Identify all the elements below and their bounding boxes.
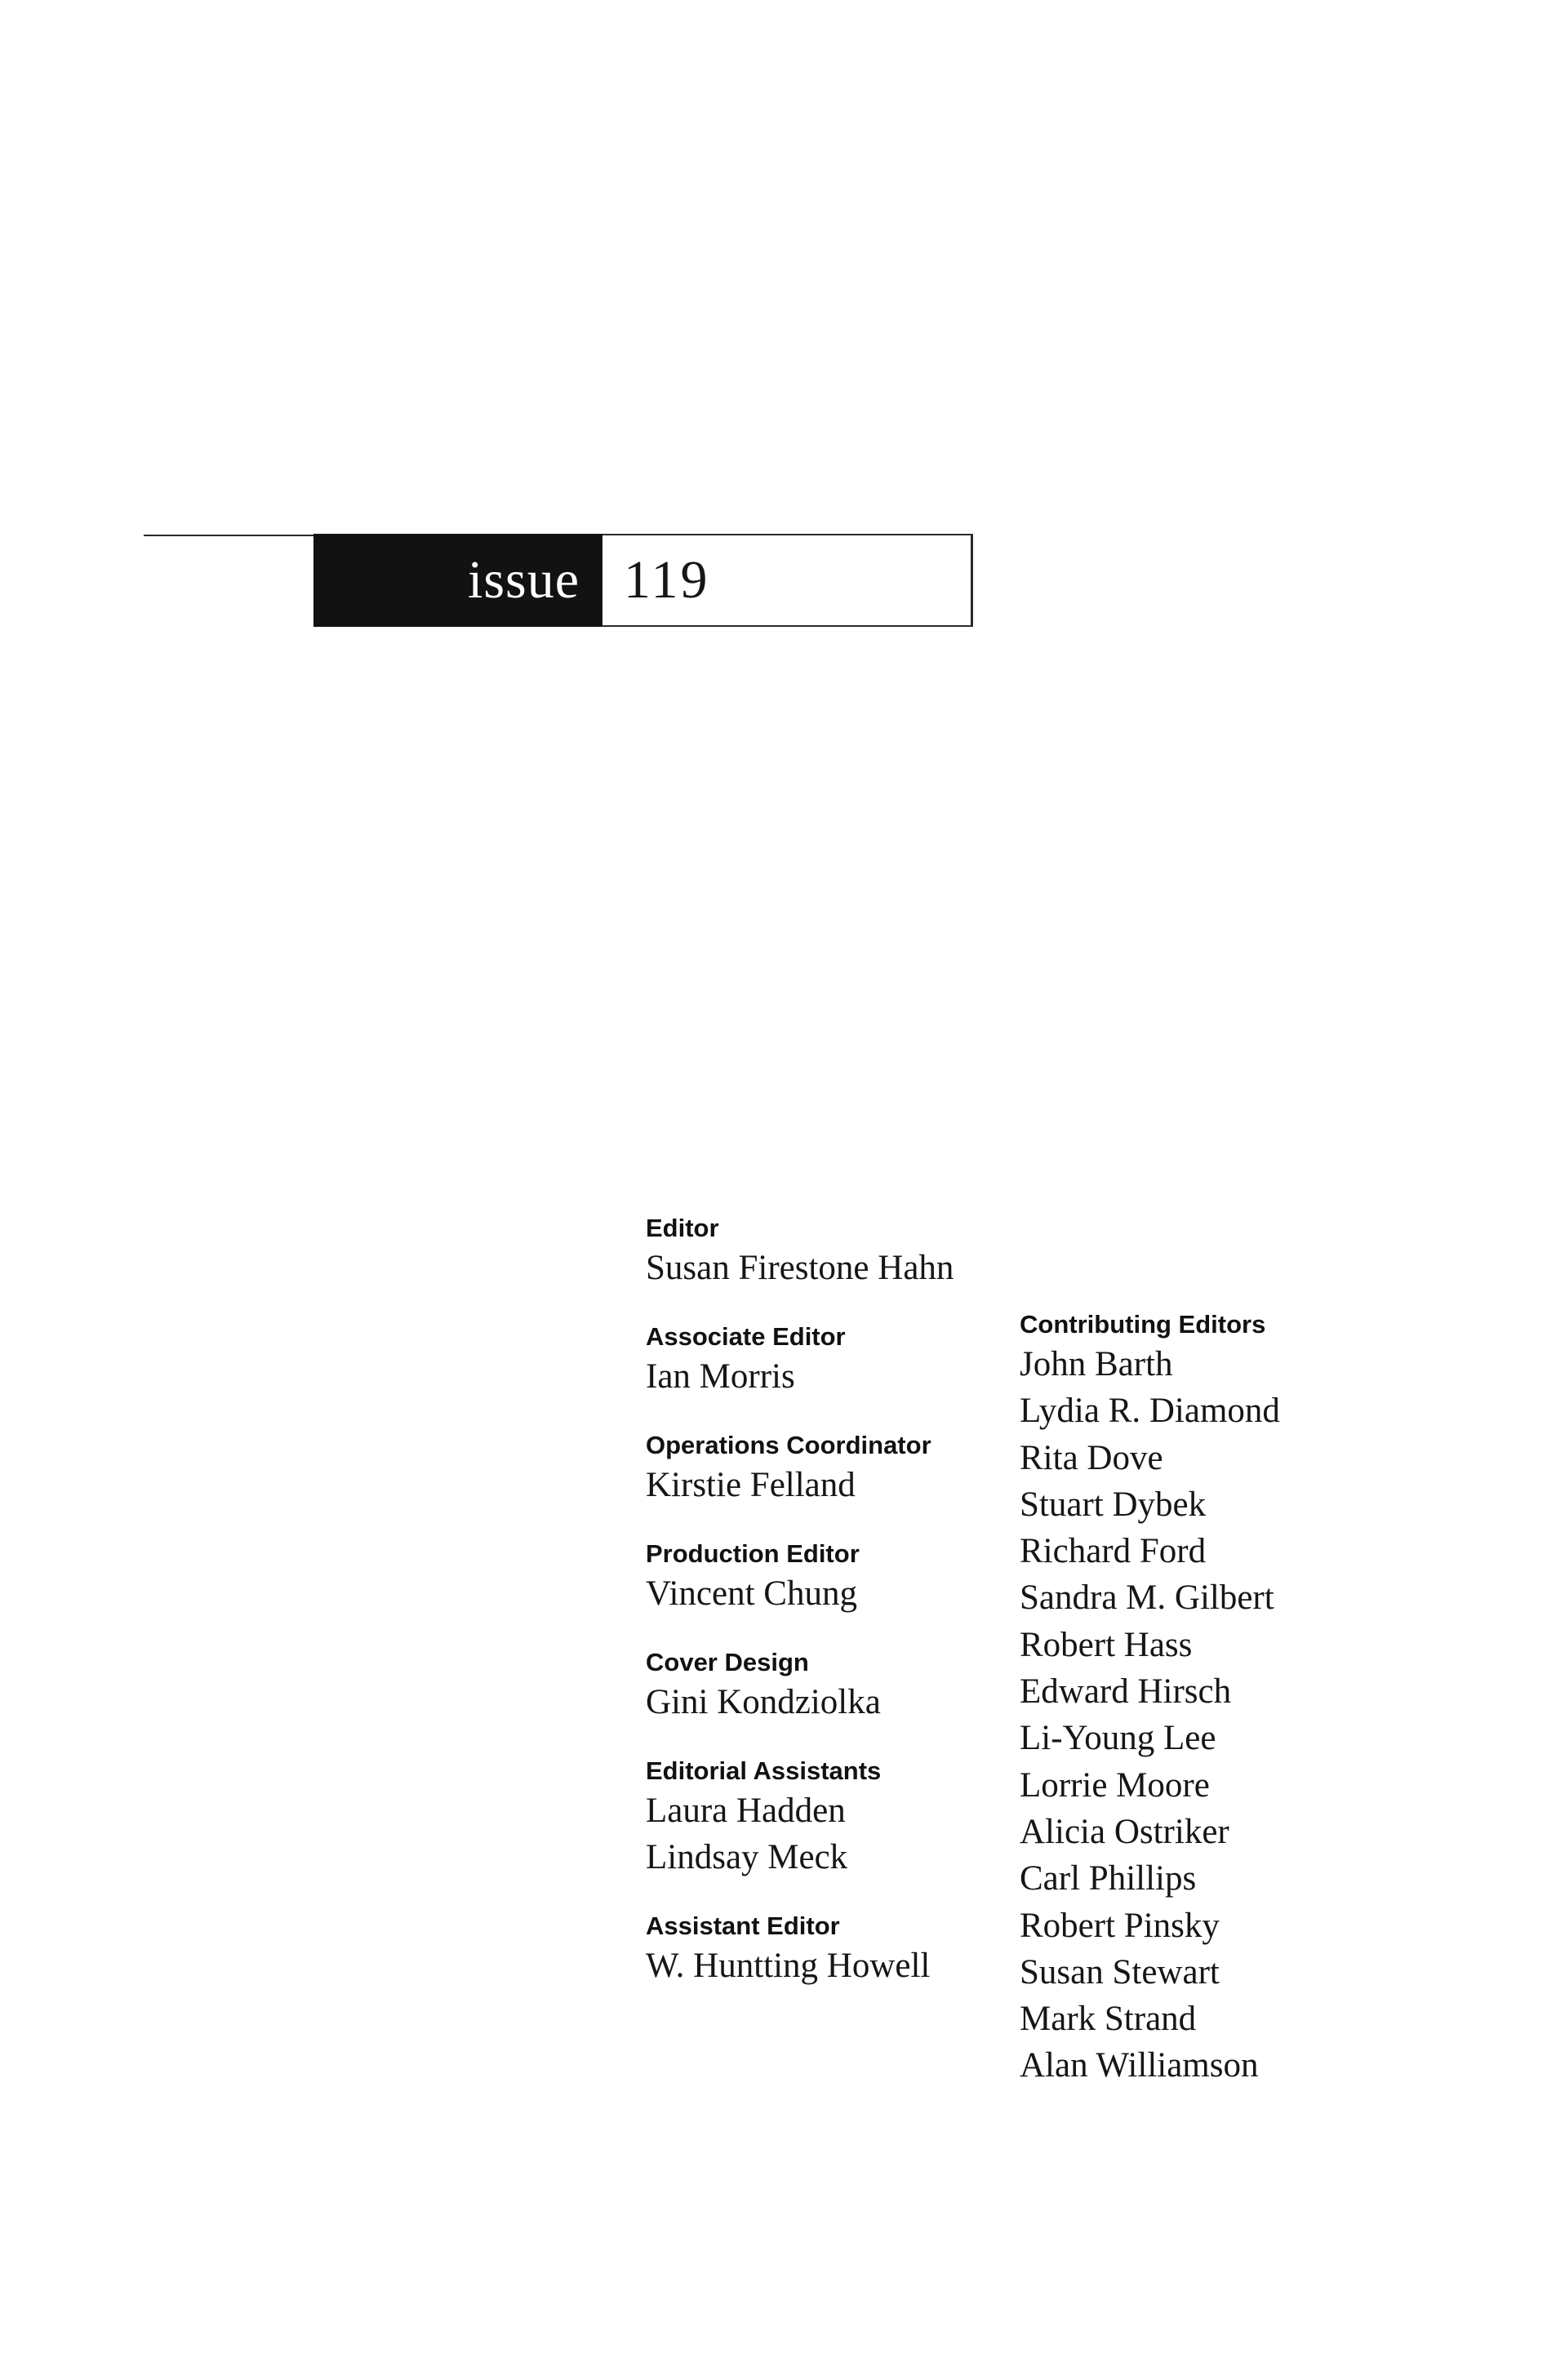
- list-item: Edward Hirsch: [1020, 1672, 1232, 1712]
- list-item: Robert Pinsky: [1020, 1906, 1220, 1945]
- list-item: Carl Phillips: [1020, 1859, 1197, 1898]
- list-item: Lorrie Moore: [1020, 1765, 1210, 1805]
- person-name: Ian Morris: [646, 1357, 795, 1396]
- role-cover-design: [646, 1646, 1005, 1725]
- list-item: Sandra M. Gilbert: [1020, 1579, 1274, 1618]
- issue-number: 119: [624, 550, 710, 610]
- person-name: Vincent Chung: [646, 1574, 857, 1613]
- issue-label: issue: [313, 534, 602, 627]
- role-title: Editorial Assistants: [646, 1756, 882, 1785]
- role-editor: [646, 1212, 1005, 1291]
- list-item: Robert Hass: [1020, 1625, 1193, 1664]
- role-title: Editor: [646, 1214, 719, 1242]
- list-item: Alan Williamson: [1020, 2046, 1259, 2085]
- person-name: W. Huntting Howell: [646, 1947, 931, 1985]
- list-item: Mark Strand: [1020, 2000, 1197, 2039]
- role-assistant-editor: [646, 1910, 1005, 1989]
- role-production-editor: [646, 1538, 1005, 1617]
- person-name: Kirstie Felland: [646, 1466, 856, 1504]
- role-associate-editor: [646, 1321, 1005, 1400]
- issue-number-box: [602, 534, 973, 627]
- role-title: Operations Coordinator: [646, 1431, 931, 1459]
- role-editorial-assistants: [646, 1755, 1005, 1880]
- list-item: Alicia Ostriker: [1020, 1812, 1229, 1851]
- contributing-editors-column: [1020, 1308, 1363, 2089]
- banner-rule: [144, 535, 313, 536]
- contributing-editors-title: Contributing Editors: [1020, 1310, 1266, 1339]
- list-item: Susan Stewart: [1020, 1952, 1220, 1991]
- role-title: Production Editor: [646, 1539, 860, 1568]
- person-name: Susan Firestone Hahn: [646, 1249, 954, 1287]
- list-item: Lydia R. Diamond: [1020, 1392, 1280, 1431]
- contributing-editors-list: [1020, 1341, 1363, 2089]
- person-name: Gini Kondziolka: [646, 1683, 881, 1721]
- role-operations-coordinator: [646, 1429, 1005, 1508]
- person-name: Laura Hadden: [646, 1792, 846, 1830]
- role-title: Cover Design: [646, 1648, 809, 1676]
- role-title: Assistant Editor: [646, 1912, 840, 1940]
- person-name: Lindsay Meck: [646, 1838, 848, 1876]
- list-item: Rita Dove: [1020, 1438, 1163, 1477]
- masthead-left-column: [646, 1212, 1005, 2018]
- list-item: Richard Ford: [1020, 1532, 1207, 1571]
- list-item: Li-Young Lee: [1020, 1719, 1216, 1758]
- issue-banner: [313, 534, 973, 627]
- list-item: John Barth: [1020, 1345, 1173, 1383]
- role-title: Associate Editor: [646, 1322, 846, 1351]
- list-item: Stuart Dybek: [1020, 1485, 1207, 1524]
